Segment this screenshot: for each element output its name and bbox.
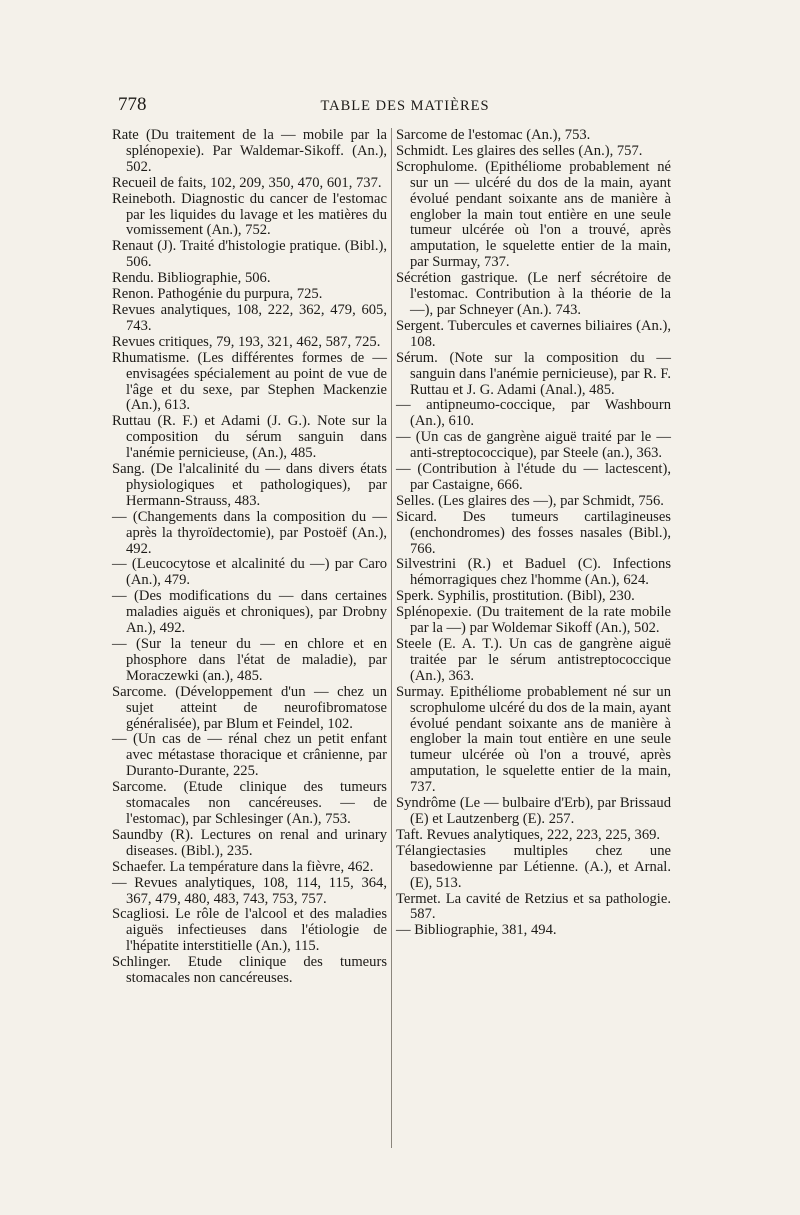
index-entry: Sécrétion gastrique. (Le nerf sécrétoire de l'estomac. Contribution à la théorie de la —), par Schneyer (An.). 743. — [396, 270, 671, 318]
index-entry: Schmidt. Les glaires des selles (An.), 757. — [396, 142, 643, 159]
index-entry: — (Sur la teneur du — en chlore et en phosphore dans l'état de maladie), par Moraczewki (an.), 485. — [112, 636, 387, 684]
index-entry: Termet. La cavité de Retzius et sa pathologie. 587. — [396, 890, 671, 923]
index-entry: — Bibliographie, 381, 494. — [396, 922, 557, 939]
index-entry: Silvestrini (R.) et Baduel (C). Infections hémorragiques chez l'homme (An.), 624. — [396, 556, 671, 589]
index-entry: Renon. Pathogénie du purpura, 725. — [112, 286, 323, 303]
index-entry: Renaut (J). Traité d'histologie pratique. (Bibl.), 506. — [112, 238, 387, 271]
index-entry: Schaefer. La température dans la fièvre, 462. — [112, 858, 374, 875]
index-entry: Sarcome de l'estomac (An.), 753. — [396, 127, 591, 143]
index-entry: Scagliosi. Le rôle de l'alcool et des maladies aiguës infectieuses dans l'étiologie de l'hépatite interstitielle (An.), 115. — [112, 906, 387, 955]
index-entry: — (Un cas de — rénal chez un petit enfant avec métastase thoracique et crânienne, par Duranto-Durante, 225. — [112, 731, 387, 780]
index-entry: Reineboth. Diagnostic du cancer de l'estomac par les liquides du lavage et les matières du vomissement (An.), 752. — [112, 190, 387, 239]
index-entry: Sergent. Tubercules et cavernes biliaires (An.), 108. — [396, 317, 671, 350]
index-entry: — (Un cas de gangrène aiguë traité par le — anti-streptococcique), par Steele (an.), 363. — [396, 429, 671, 462]
page-number: 778 — [118, 94, 147, 115]
index-column-left — [112, 128, 387, 987]
index-entry: Sperk. Syphilis, prostitution. (Bibl), 230. — [396, 588, 635, 605]
index-entry: Revues critiques, 79, 193, 321, 462, 587, 725. — [112, 333, 381, 350]
index-entry: Steele (E. A. T.). Un cas de gangrène aiguë traitée par le sérum antistreptococcique (An.), 363. — [396, 636, 671, 684]
running-title: TABLE DES MATIÈRES — [320, 98, 490, 114]
index-entry: — Revues analytiques, 108, 114, 115, 364, 367, 479, 480, 483, 743, 753, 757. — [112, 874, 387, 907]
index-entry: Sarcome. (Développement d'un — chez un sujet atteint de neurofibromatose généralisée), par Blum et Feindel, 102. — [112, 683, 387, 732]
index-entry: Ruttau (R. F.) et Adami (J. G.). Note sur la composition du sérum sanguin dans l'anémie pernicieuse, (An.), 485. — [112, 413, 387, 462]
index-entry: — (Contribution à l'étude du — lactescent), par Castaigne, 666. — [396, 461, 671, 493]
index-entry: Rendu. Bibliographie, 506. — [112, 270, 271, 287]
index-entry: Saundby (R). Lectures on renal and urinary diseases. (Bibl.), 235. — [112, 826, 387, 859]
index-entry: Sérum. (Note sur la composition du — sanguin dans l'anémie pernicieuse), par R. F. Ruttau et J. G. Adami (Anal.), 485. — [396, 349, 671, 398]
page-header — [118, 94, 692, 124]
index-entry: Sang. (De l'alcalinité du — dans divers états physiologiques et pathologiques), par Hermann-Strauss, 483. — [112, 461, 387, 509]
index-entry: Sarcome. (Etude clinique des tumeurs stomacales non cancéreuses. — de l'estomac), par Schlesinger (An.), 753. — [112, 779, 387, 827]
index-entry: Rhumatisme. (Les différentes formes de — envisagées spécialement au point de vue de l'âge et du sexe, par Stephen Mackenzie (An.), 613. — [112, 349, 387, 414]
index-entry: Splénopexie. (Du traitement de la rate mobile par la —) par Woldemar Sikoff (An.), 502. — [396, 604, 671, 637]
index-entry: Syndrôme (Le — bulbaire d'Erb), par Brissaud (E) et Lautzenberg (E). 257. — [396, 795, 671, 827]
index-entry: Scrophulome. (Epithéliome probablement né sur un — ulcéré du dos de la main, ayant évolué pendant soixante ans de manière à englober la main tout entière en une seule tumeur ulcérée où l'on a trouvé, après amputation, le squelette entier de la main, par Surmay, 737. — [396, 158, 671, 271]
column-divider — [391, 128, 392, 1148]
index-entry: Rate (Du traitement de la — mobile par la splénopexie). Par Waldemar-Sikoff. (An.), 502. — [112, 127, 387, 175]
index-entry: Taft. Revues analytiques, 222, 223, 225, 369. — [396, 826, 661, 843]
index-entry: — (Des modifications du — dans certaines maladies aiguës et chroniques), par Drobny An.), 492. — [112, 588, 387, 637]
index-entry: — antipneumo-coccique, par Washbourn (An.), 610. — [396, 397, 671, 430]
index-entry: — (Changements dans la composition du — après la thyroïdectomie), par Postoëf (An.), 492. — [112, 508, 387, 557]
index-entry: Télangiectasies multiples chez une basedowienne par Létienne. (A.), et Arnal. (E), 513. — [396, 842, 671, 891]
index-entry: — (Leucocytose et alcalinité du —) par Caro (An.), 479. — [112, 556, 387, 589]
index-entry: Surmay. Epithéliome probablement né sur un scrophulome ulcéré du dos de la main, ayant évolué pendant soixante ans de manière à englober la main tout entière en une seule tumeur ulcérée où l'on a trouvé, après amputation, le squelette entier de la main, 737. — [396, 683, 671, 796]
index-entry: Schlinger. Etude clinique des tumeurs stomacales non cancéreuses. — [112, 954, 387, 987]
index-entry: Revues analytiques, 108, 222, 362, 479, 605, 743. — [112, 301, 387, 334]
index-entry: Recueil de faits, 102, 209, 350, 470, 601, 737. — [112, 174, 382, 191]
index-column-right — [396, 128, 671, 939]
index-entry: Sicard. Des tumeurs cartilagineuses (enchondromes) des fosses nasales (Bibl.), 766. — [396, 508, 671, 557]
index-entry: Selles. (Les glaires des —), par Schmidt, 756. — [396, 492, 664, 509]
